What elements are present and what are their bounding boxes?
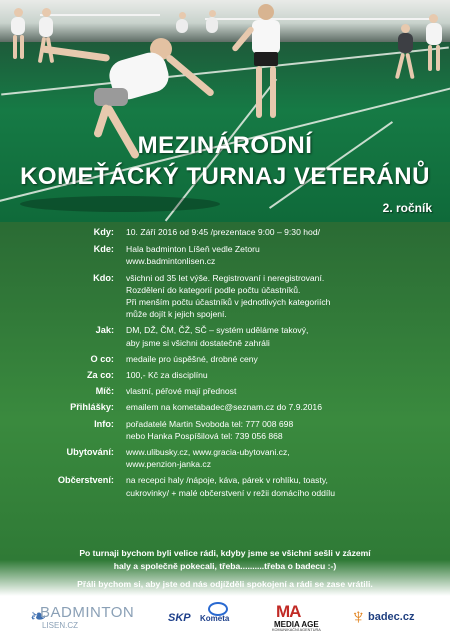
edition-label: 2. ročník bbox=[382, 201, 432, 215]
detail-label: Míč: bbox=[95, 386, 114, 397]
detail-label: Přihlášky: bbox=[70, 402, 114, 413]
detail-label: Kdy: bbox=[93, 227, 114, 237]
closing-wish: Přáli bychom si, aby jste od nás odjížděli spokojení a rádi se zase vrátili. bbox=[77, 579, 373, 589]
detail-line: www.ulibusky.cz, www.gracia-ubytovani.cz, bbox=[126, 447, 290, 458]
detail-value bbox=[126, 418, 426, 442]
sponsor-logos bbox=[0, 598, 450, 636]
net bbox=[40, 14, 160, 16]
detail-line: www.badmintonlisen.cz bbox=[126, 256, 216, 267]
badminton-lisen-logo[interactable]: ❧ BADMINTON LISEN.CZ bbox=[30, 604, 135, 630]
detail-label: Ubytování: bbox=[66, 447, 114, 458]
detail-row bbox=[0, 446, 450, 470]
detail-value bbox=[126, 446, 426, 470]
detail-line: vlastní, péřové mají přednost bbox=[126, 386, 237, 397]
detail-value bbox=[126, 385, 426, 397]
detail-line: DM, DŽ, ČM, ČŽ, SČ – systém uděláme takový, bbox=[126, 325, 309, 336]
media-age-logo[interactable]: MA MEDIA AGE KOMUNIKAČNÍ AGENTURA bbox=[272, 602, 321, 632]
detail-row bbox=[0, 226, 450, 238]
hall-wall bbox=[0, 0, 450, 42]
detail-value bbox=[126, 324, 426, 348]
detail-label: O co: bbox=[90, 353, 114, 364]
detail-row bbox=[0, 243, 450, 267]
detail-value bbox=[126, 272, 426, 321]
badec-logo[interactable]: ♆ badec.cz bbox=[350, 604, 415, 629]
detail-value bbox=[126, 226, 426, 238]
detail-line: Hala badminton Líšeň vedle Zetoru bbox=[126, 244, 260, 255]
detail-label: Kdo: bbox=[93, 272, 114, 283]
detail-label: Info: bbox=[94, 418, 114, 429]
detail-row bbox=[0, 324, 450, 348]
detail-value bbox=[126, 401, 426, 413]
detail-label: Za co: bbox=[86, 370, 114, 381]
detail-line: může dojít k jejich spojení. bbox=[126, 309, 227, 320]
detail-row bbox=[0, 401, 450, 413]
closing-line-2: haly a společně pokecali, třeba..........třeba o badecu :-) bbox=[113, 560, 337, 571]
detail-row bbox=[0, 385, 450, 397]
detail-row bbox=[0, 272, 450, 321]
detail-line: Rozdělení do kategorií podle počtu účastníků. bbox=[126, 284, 301, 295]
detail-line: Při menším počtu účastníků v jednotlivých kategoriích bbox=[126, 297, 331, 308]
detail-row bbox=[0, 418, 450, 442]
detail-line: nebo Hanka Pospíšilová tel: 739 056 868 bbox=[126, 430, 283, 441]
detail-line: na recepci haly /nápoje, káva, párek v rohlíku, toasty, bbox=[126, 475, 328, 486]
detail-value bbox=[126, 369, 426, 381]
net bbox=[205, 18, 435, 20]
detail-line: aby jsme si všichni dostatečně zahráli bbox=[126, 337, 270, 348]
detail-row bbox=[0, 353, 450, 365]
title-line-2: KOMEŤÁCKÝ TURNAJ VETERÁNŮ bbox=[20, 163, 430, 190]
detail-line: 10. Září 2016 od 9:45 /prezentace 9:00 – 9:30 hod/ bbox=[126, 227, 320, 237]
shuttlecock-icon: ❧ bbox=[30, 606, 47, 628]
detail-row bbox=[0, 369, 450, 381]
detail-line: medaile pro úspěšné, drobné ceny bbox=[126, 353, 258, 364]
details-list bbox=[0, 226, 450, 499]
detail-line: 100,- Kč za disciplínu bbox=[126, 370, 208, 381]
detail-line: pořadatelé Martin Svoboda tel: 777 008 698 bbox=[126, 418, 294, 429]
floor-shadow bbox=[20, 196, 220, 212]
skp-kometa-logo[interactable]: SKP Kometa bbox=[168, 602, 248, 632]
shuttlecock-icon: ♆ bbox=[350, 604, 367, 629]
detail-line: cukrovinky/ + malé občerstvení v režii domácího oddílu bbox=[126, 487, 335, 498]
detail-value bbox=[126, 474, 426, 498]
closing-text bbox=[0, 547, 450, 572]
title-line-1: MEZINÁRODNÍ bbox=[137, 132, 313, 159]
detail-line: emailem na kometabadec@seznam.cz do 7.9.2016 bbox=[126, 402, 322, 413]
detail-line: www.penzion-janka.cz bbox=[126, 459, 212, 470]
detail-value bbox=[126, 353, 426, 365]
detail-line: všichni od 35 let výše. Registrovaní i neregistrovaní. bbox=[126, 272, 325, 283]
detail-label: Občerstvení: bbox=[57, 475, 114, 486]
detail-row bbox=[0, 474, 450, 498]
closing-line-1: Po turnaji bychom byli velice rádi, kdyby jsme se všichni sešli v zázemí bbox=[79, 548, 371, 558]
detail-label: Jak: bbox=[95, 325, 114, 336]
detail-label: Kde: bbox=[93, 244, 114, 255]
detail-value bbox=[126, 243, 426, 267]
